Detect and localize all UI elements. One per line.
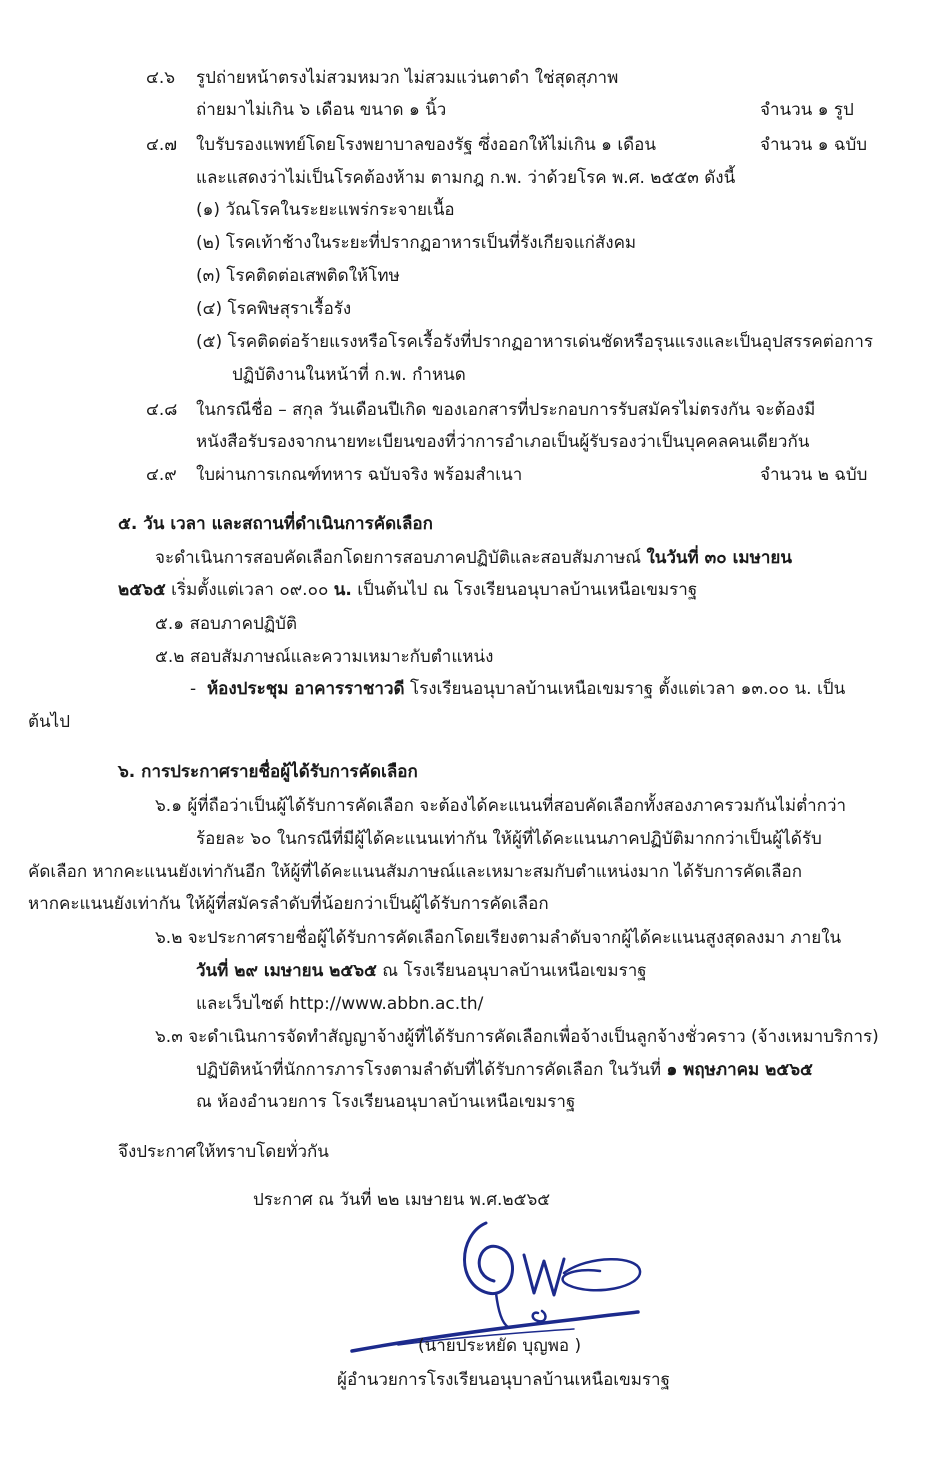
section-6-2-line2 <box>196 959 647 983</box>
item-4-6-quantity: จำนวน ๑ รูป <box>760 100 854 120</box>
exam-location: เป็นต้นไป ณ โรงเรียนอนุบาลบ้านเหนือเขมราฐ <box>357 580 698 600</box>
section-5-heading: ๕. วัน เวลา และสถานที่ดำเนินการคัดเลือก <box>118 514 433 534</box>
section-5-paragraph-line2 <box>118 578 697 602</box>
exam-time-label: เริ่มตั้งแต่เวลา ๐๙.๐๐ <box>171 580 329 600</box>
section-6-1-line3: คัดเลือก หากคะแนนยังเท่ากันอีก ให้ผู้ที่ได้คะแนนสัมภาษณ์และเหมาะสมกับตำแหน่งมาก ได้รับการคัดเลือก <box>28 862 803 882</box>
announcement-date: ประกาศ ณ วันที่ ๒๒ เมษายน พ.ศ.๒๕๖๕ <box>253 1190 551 1210</box>
section-6-2-line1: ๖.๒ จะประกาศรายชื่อผู้ได้รับการคัดเลือกโดยเรียงตามลำดับจากผู้ได้คะแนนสูงสุดลงมา ภายใน <box>155 928 842 948</box>
section-6-2-website: และเว็บไซต์ http://www.abbn.ac.th/ <box>196 994 484 1014</box>
venue-room: ห้องประชุม อาคารราชาวดี <box>206 679 405 699</box>
exam-time-unit: น. <box>333 580 352 600</box>
signer-title: ผู้อำนวยการโรงเรียนอนุบาลบ้านเหนือเขมราฐ <box>337 1370 670 1390</box>
item-4-7-quantity: จำนวน ๑ ฉบับ <box>760 135 868 155</box>
contract-date: ๑ พฤษภาคม ๒๕๖๕ <box>666 1060 813 1080</box>
section-5-1: ๕.๑ สอบภาคปฏิบัติ <box>155 614 298 634</box>
signer-name: (นายประหยัด บุญพอ ) <box>418 1336 582 1356</box>
section-5-text: จะดำเนินการสอบคัดเลือกโดยการสอบภาคปฏิบัติและสอบสัมภาษณ์ <box>155 548 642 568</box>
disease-item-cont: ปฏิบัติงานในหน้าที่ ก.พ. กำหนด <box>232 365 466 385</box>
item-4-6-text: รูปถ่ายหน้าตรงไม่สวมหมวก ไม่สวมแว่นตาดำ ใช่สุดสุภาพ <box>196 68 619 88</box>
interview-venue-cont: ต้นไป <box>28 712 71 732</box>
results-date: วันที่ ๒๙ เมษายน ๒๕๖๕ <box>196 961 377 981</box>
section-5-2: ๕.๒ สอบสัมภาษณ์และความเหมาะกับตำแหน่ง <box>155 647 494 667</box>
item-4-8-text: ในกรณีชื่อ – สกุล วันเดือนปีเกิด ของเอกสารที่ประกอบการรับสมัครไม่ตรงกัน จะต้องมี <box>196 400 816 420</box>
interview-venue <box>190 677 845 701</box>
bullet-dash: - <box>190 679 197 699</box>
section-6-3-line3: ณ ห้องอำนวยการ โรงเรียนอนุบาลบ้านเหนือเขมราฐ <box>196 1092 576 1112</box>
exam-year: ๒๕๖๕ <box>118 580 166 600</box>
item-4-8-number: ๔.๘ <box>146 400 178 420</box>
section-6-1-line4: หากคะแนนยังเท่ากัน ให้ผู้ที่สมัครลำดับที่น้อยกว่าเป็นผู้ได้รับการคัดเลือก <box>28 894 549 914</box>
item-4-9-text: ใบผ่านการเกณฑ์ทหาร ฉบับจริง พร้อมสำเนา <box>196 465 523 485</box>
contract-text: ปฏิบัติหน้าที่นักการภารโรงตามลำดับที่ได้รับการคัดเลือก ในวันที่ <box>196 1060 662 1080</box>
section-6-3-line2 <box>196 1058 813 1082</box>
disease-item: (๕) โรคติดต่อร้ายแรงหรือโรคเรื้อรังที่ปรากฏอาหารเด่นชัดหรือรุนแรงและเป็นอุปสรรคต่อการ <box>196 332 874 352</box>
item-4-6-text-cont: ถ่ายมาไม่เกิน ๖ เดือน ขนาด ๑ นิ้ว <box>196 100 447 120</box>
item-4-7-text: ใบรับรองแพทย์โดยโรงพยาบาลของรัฐ ซึ่งออกให้ไม่เกิน ๑ เดือน <box>196 135 657 155</box>
item-4-9-quantity: จำนวน ๒ ฉบับ <box>760 465 868 485</box>
disease-item: (๔) โรคพิษสุราเรื้อรัง <box>196 299 352 319</box>
disease-item: (๑) วัณโรคในระยะแพร่กระจายเนื้อ <box>196 200 455 220</box>
section-6-3-line1: ๖.๓ จะดำเนินการจัดทำสัญญาจ้างผู้ที่ได้รับการคัดเลือกเพื่อจ้างเป็นลูกจ้างชั่วคราว (จ้างเหมาบริการ) <box>155 1027 879 1047</box>
section-6-heading: ๖. การประกาศรายชื่อผู้ได้รับการคัดเลือก <box>118 762 418 782</box>
disease-item: (๓) โรคติดต่อเสพติดให้โทษ <box>196 266 400 286</box>
item-4-7-text-cont: และแสดงว่าไม่เป็นโรคต้องห้าม ตามกฎ ก.พ. ว่าด้วยโรค พ.ศ. ๒๕๕๓ ดังนี้ <box>196 168 736 188</box>
item-4-9-number: ๔.๙ <box>146 465 177 485</box>
item-4-7-number: ๔.๗ <box>146 135 178 155</box>
exam-date: ในวันที่ ๓๐ เมษายน <box>646 548 792 568</box>
item-4-6-number: ๔.๖ <box>146 68 176 88</box>
closing-announcement: จึงประกาศให้ทราบโดยทั่วกัน <box>118 1142 329 1162</box>
section-5-paragraph-line1 <box>155 546 792 570</box>
item-4-8-text-cont: หนังสือรับรองจากนายทะเบียนของที่ว่าการอำเภอเป็นผู้รับรองว่าเป็นบุคคลคนเดียวกัน <box>196 432 810 452</box>
venue-details: โรงเรียนอนุบาลบ้านเหนือเขมราฐ ตั้งแต่เวลา ๑๓.๐๐ น. เป็น <box>409 679 846 699</box>
results-location: ณ โรงเรียนอนุบาลบ้านเหนือเขมราฐ <box>382 961 647 981</box>
disease-item: (๒) โรคเท้าช้างในระยะที่ปรากฏอาหารเป็นที่รังเกียจแก่สังคม <box>196 233 637 253</box>
section-6-1-line1: ๖.๑ ผู้ที่ถือว่าเป็นผู้ได้รับการคัดเลือก จะต้องได้คะแนนที่สอบคัดเลือกทั้งสองภาครวมกันไม่ต่ำกว่า <box>155 796 847 816</box>
section-6-1-line2: ร้อยละ ๖๐ ในกรณีที่มีผู้ได้คะแนนเท่ากัน ให้ผู้ที่ได้คะแนนภาคปฏิบัติมากกว่าเป็นผู้ได้รับ <box>196 829 822 849</box>
